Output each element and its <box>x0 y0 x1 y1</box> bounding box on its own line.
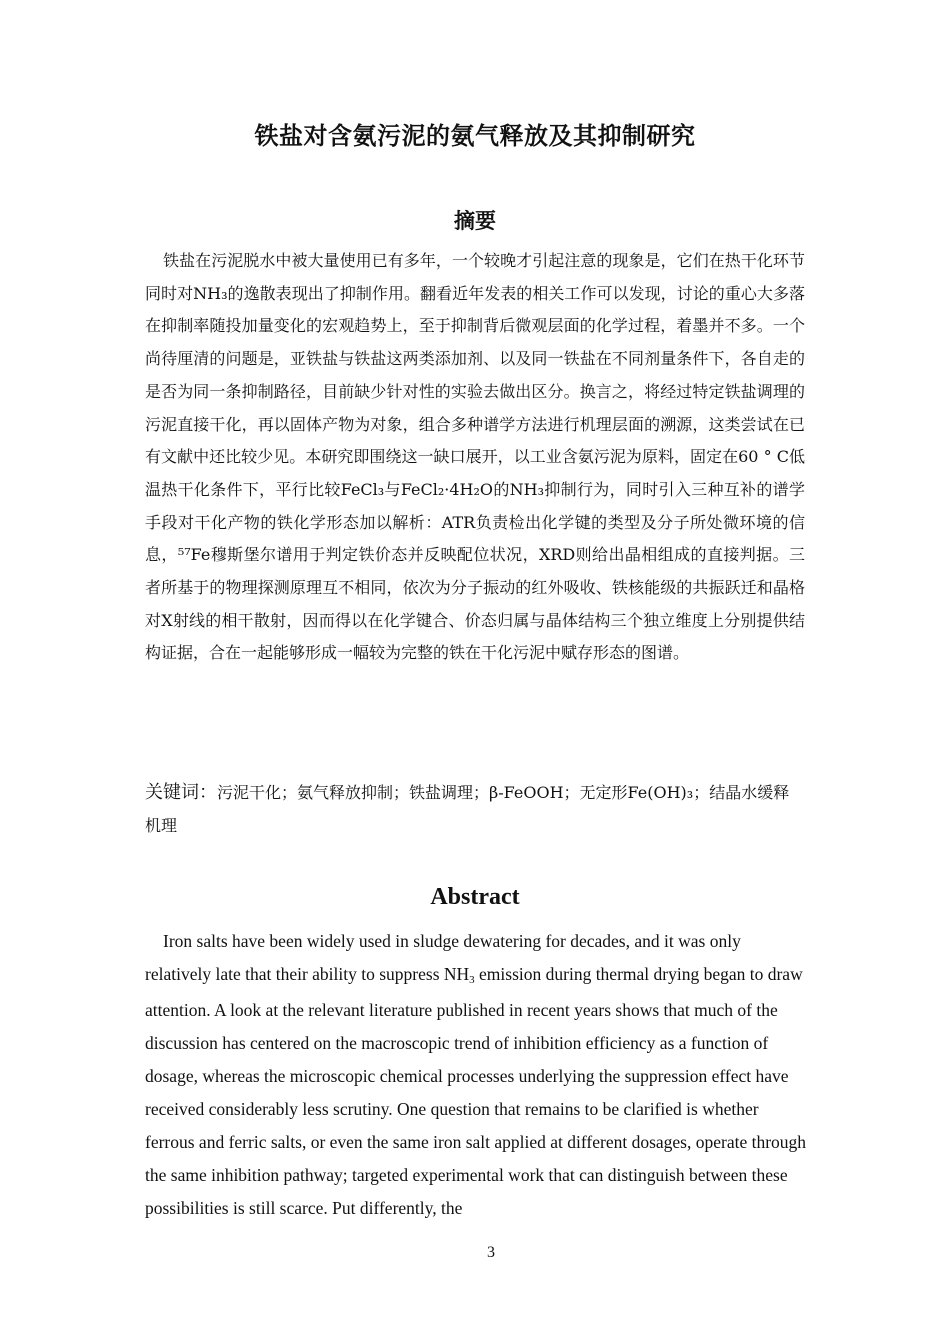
paper-title: 铁盐对含氨污泥的氨气释放及其抑制研究 <box>254 122 696 150</box>
abstract-cn-heading: 摘要 <box>454 209 496 233</box>
page-number: 3 <box>487 1244 495 1261</box>
abstract-cn-text: 铁盐在污泥脱水中被大量使用已有多年，一个较晚才引起注意的现象是，它们在热干化环节同时对NH₃的逸散表现出了抑制作用。翻看近年发表的相关工作可以发现，讨论的重心大多落在抑制率随投加量变化的宏观趋势上，至于抑制背后微观层面的化学过程，着墨并不多。一个尚待厘清的问题是，亚铁盐与铁盐这两类添加剂、以及同一铁盐在不同剂量条件下，各自走的是否为同一条抑制路径，目前缺少针对性的实验去做出区分。换言之，将经过特定铁盐调理的污泥直接干化，再以固体产物为对象，组合多种谱学方法进行机理层面的溯源，这类尝试在已有文献中还比较少见。本研究即围绕这一缺口展开，以工业含氨污泥为原料，固定在60 ° C低温热干化条件下，平行比较FeCl₃与FeCl₂·4H₂O的NH₃抑制行为，同时引入三种互补的谱学手段对干化产物的铁化学形态加以解析：ATR负责检出化学键的类型及分子所处微环境的信息，⁵⁷Fe穆斯堡尔谱用于判定铁价态并反映配位状况，XRD则给出晶相组成的直接判据。三者所基于的物理探测原理互不相同，依次为分子振动的红外吸收、铁核能级的共振跃迁和晶格对X射线的相干散射，因而得以在化学键合、价态归属与晶体结构三个独立维度上分别提供结构证据，合在一起能够形成一幅较为完整的铁在干化污泥中赋存形态的图谱。 <box>145 251 805 663</box>
abstract-cn-body <box>145 245 805 670</box>
keywords-block <box>145 776 805 842</box>
abstract-en-body <box>145 925 807 1225</box>
abstract-en-text-1: Iron salts have been widely used in sludge dewatering for decades, and it was only relatively late that their ability to suppress NH <box>145 931 741 984</box>
keywords-label: 关键词： <box>145 782 217 803</box>
keywords-text: 污泥干化；氨气释放抑制；铁盐调理；β-FeOOH；无定形Fe(OH)₃；结晶水缓释机理 <box>145 783 790 835</box>
abstract-en-heading: Abstract <box>430 884 520 910</box>
abstract-en-subscript: 3 <box>469 974 475 986</box>
abstract-en-text-2: emission during thermal drying began to draw attention. A look at the relevant literature published in recent years shows that much of the discussion has centered on the macroscopic trend of inhibition efficiency as a function of dosage, whereas the microscopic chemical processes underlying the suppression effect have received considerably less scrutiny. One question that remains to be clarified is whether ferrous and ferric salts, or even the same iron salt applied at different dosages, operate through the same inhibition pathway; targeted experimental work that can distinguish between these possibilities is still scarce. Put differently, the <box>145 964 807 1218</box>
